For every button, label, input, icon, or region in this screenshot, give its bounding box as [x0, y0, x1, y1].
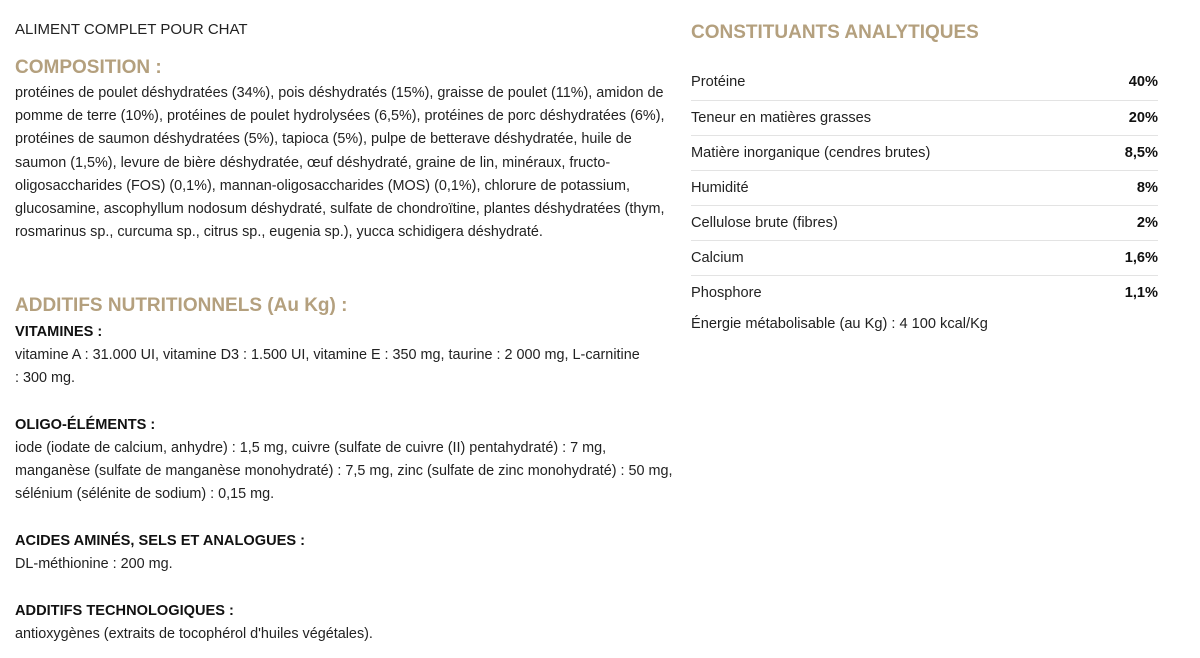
table-row [691, 65, 1158, 100]
row-label: Cellulose brute (fibres) [691, 205, 1101, 240]
table-row [691, 240, 1158, 275]
row-value: 1,6% [1101, 240, 1158, 275]
vitamines-title: VITAMINES : [15, 324, 103, 340]
table-row [691, 205, 1158, 240]
additifs-heading: ADDITIFS NUTRITIONNELS (Au Kg) : [15, 295, 348, 316]
constituants-heading: CONSTITUANTS ANALYTIQUES [691, 22, 979, 43]
row-value: 20% [1101, 100, 1158, 135]
oligo-elements-text: iode (iodate de calcium, anhydre) : 1,5 mg, cuivre (sulfate de cuivre (II) pentahydraté) : 7 mg, manganèse (sulfate de manganèse monohydraté) : 7,5 mg, zinc (sulfate de zinc monohydraté) : 50 mg, sélénium (sélénite de sodium) : 0,15 mg. [15, 440, 673, 503]
product-tagline: ALIMENT COMPLET POUR CHAT [15, 21, 248, 38]
row-label: Matière inorganique (cendres brutes) [691, 135, 1101, 170]
row-label: Calcium [691, 240, 1101, 275]
composition-text: protéines de poulet déshydratées (34%), pois déshydratés (15%), graisse de poulet (11%), amidon de pomme de terre (10%), protéines de poulet hydrolysées (6,5%), protéines de porc déshydratées (6%), protéines de saumon déshydratées (5%), tapioca (5%), pulpe de betterave déshydratée, huile de saumon (1,5%), levure de bière déshydratée, œuf déshydraté, graine de lin, minéraux, fructo-oligosaccharides (FOS) (0,1%), mannan-oligosaccharides (MOS) (0,1%), chlorure de potassium, glucosamine, ascophyllum nodosum déshydraté, sulfate de chondroïtine, plantes déshydratées (thym, rosmarinus sp., curcuma sp., citrus sp., eugenia sp.), yucca schidigera déshydraté. [15, 85, 665, 241]
row-value: 8,5% [1101, 135, 1158, 170]
row-label: Protéine [691, 65, 1101, 100]
acides-amines-title: ACIDES AMINÉS, SELS ET ANALOGUES : [15, 533, 306, 549]
energy-note: Énergie métabolisable (au Kg) : 4 100 kcal/Kg [691, 316, 988, 332]
additifs-technologiques-title: ADDITIFS TECHNOLOGIQUES : [15, 603, 234, 619]
vitamines-text: vitamine A : 31.000 UI, vitamine D3 : 1.500 UI, vitamine E : 350 mg, taurine : 2 000 mg, L-carnitine : 300 mg. [15, 347, 640, 387]
row-value: 2% [1101, 205, 1158, 240]
table-row [691, 100, 1158, 135]
row-label: Phosphore [691, 284, 762, 301]
row-value: 1,1% [1124, 284, 1158, 301]
oligo-elements-title: OLIGO-ÉLÉMENTS : [15, 417, 156, 433]
additifs-technologiques-text: antioxygènes (extraits de tocophérol d'huiles végétales). [15, 626, 373, 642]
acides-amines-text: DL-méthionine : 200 mg. [15, 556, 173, 572]
table-row [691, 135, 1158, 170]
composition-heading: COMPOSITION : [15, 57, 162, 78]
table-row [691, 275, 1158, 310]
table-row [691, 170, 1158, 205]
constituants-table [691, 65, 1158, 310]
row-value: 8% [1101, 170, 1158, 205]
row-label: Teneur en matières grasses [691, 100, 1101, 135]
row-label: Humidité [691, 170, 1101, 205]
row-value: 40% [1101, 65, 1158, 100]
